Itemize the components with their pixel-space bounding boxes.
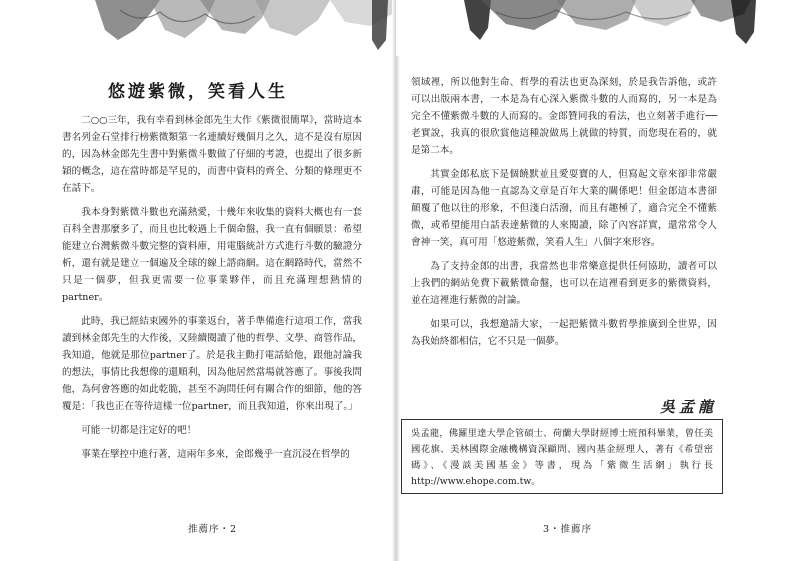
paragraph: 此時，我已經結束國外的事業返台，著手準備進行這項工作，當我讀到林金郎先生的大作後，又陸續閱讀了他的哲學、文學、商管作品，我知道，他就是那位partner了。於是我主動打電話給他，跟他討論我的想法，事情比我想像的還順利，因為他居然當場就答應了。事後我問他，為何會答應的如此乾脆，甚至不詢問任何有關合作的細節，他的答覆是：「我也正在等待這樣一位partner，而且我知道，你來出現了。」 bbox=[62, 316, 362, 412]
page-title: 悠遊紫微，笑看人生 bbox=[108, 82, 288, 102]
paragraph: 如果可以，我想邀請大家，一起把紫微斗數哲學推廣到全世界，因為我始終都相信，它不只是一個夢。 bbox=[411, 319, 717, 347]
paragraph: 我本身對紫微斗數也充滿熱愛，十幾年來收集的資料大概也有一套百科全書那麼多了，而且也比較過上千個命盤，我一直有個願景：希望能建立台灣紫微斗數完整的資料庫，用電腦統計方式進行斗數的驗證分析，還有就是建立一個遍及全球的線上諮商網。這在網路時代，當然不只是一個夢，但我更需要一位事業夥伴，而且充滿理想熱情的partner。 bbox=[62, 207, 362, 303]
header-ink-illustration-right bbox=[396, 0, 793, 56]
paragraph: 事業在擘控中進行著，這兩年多來，金郎幾乎一直沉浸在哲學的 bbox=[81, 449, 350, 460]
left-body-text bbox=[62, 112, 362, 470]
paragraph: 領域裡，所以他對生命、哲學的看法也更為深刻，於是我告訴他，或許可以出版兩本書，一本是為有心深入紫微斗數的人而寫的，另一本是為完全不懂紫微斗數的人而寫的。金郎贊同我的看法，也立刻著手進行──老實說，我真的很欣賞他這種說做馬上就做的特質，而您現在看的，就是第二本。 bbox=[411, 77, 717, 156]
paragraph: 二○○三年，我有幸看到林金郎先生大作《紫微很簡單》，當時這本書名列金石堂排行榜紫微類第一名連續好幾個月之久，這不是沒有原因的，因為林金郎先生書中對紫微斗數做了仔細的考證，也提出了很多新穎的概念，這在當時都是罕見的，而書中資料的齊全、分類的條理更不在話下。 bbox=[62, 115, 362, 194]
left-page bbox=[0, 0, 396, 561]
page-number-right: 3・推薦序 bbox=[543, 524, 593, 535]
paragraph: 為了支持金郎的出書，我當然也非常樂意提供任何協助，讀者可以上我們的網站免費下載紫微命盤，也可以在這裡看到更多的紫微資料，並在這裡進行紫微的討論。 bbox=[411, 261, 717, 306]
page-number-left: 推薦序・2 bbox=[188, 524, 238, 535]
author-signature: 吳孟龍 bbox=[660, 398, 718, 416]
author-bio: 吳孟龍，佛羅里達大學企管碩士、荷蘭大學財經博士班預科畢業，曾任美國花旗、美林國際金融機構資深顧問、國內基金經理人，著有《希望密碼》、《漫談美國基金》等書，現為「紫微生活網」執行長 http://www.ehope.com.tw。 bbox=[411, 428, 713, 487]
author-bio-box bbox=[401, 419, 723, 494]
right-body-text bbox=[411, 74, 717, 357]
paragraph: 可能一切都是注定好的吧！ bbox=[81, 425, 197, 436]
header-ink-illustration-left bbox=[0, 0, 396, 56]
paragraph: 其實金郎私底下是個饒默並且愛耍寶的人，但寫起文章來卻非常嚴肅，可能是因為他一直認為文章是百年大業的關係吧！但金郎這本書卻顛覆了他以往的形象，不但淺白活潑，而且有趣極了，適合完全不懂紫微，或希望能用白話表達紫微的人來閱讀，除了內容詳實，還常常令人會神一笑，真可用「悠遊紫微，笑看人生」八個字來形容。 bbox=[411, 169, 717, 248]
